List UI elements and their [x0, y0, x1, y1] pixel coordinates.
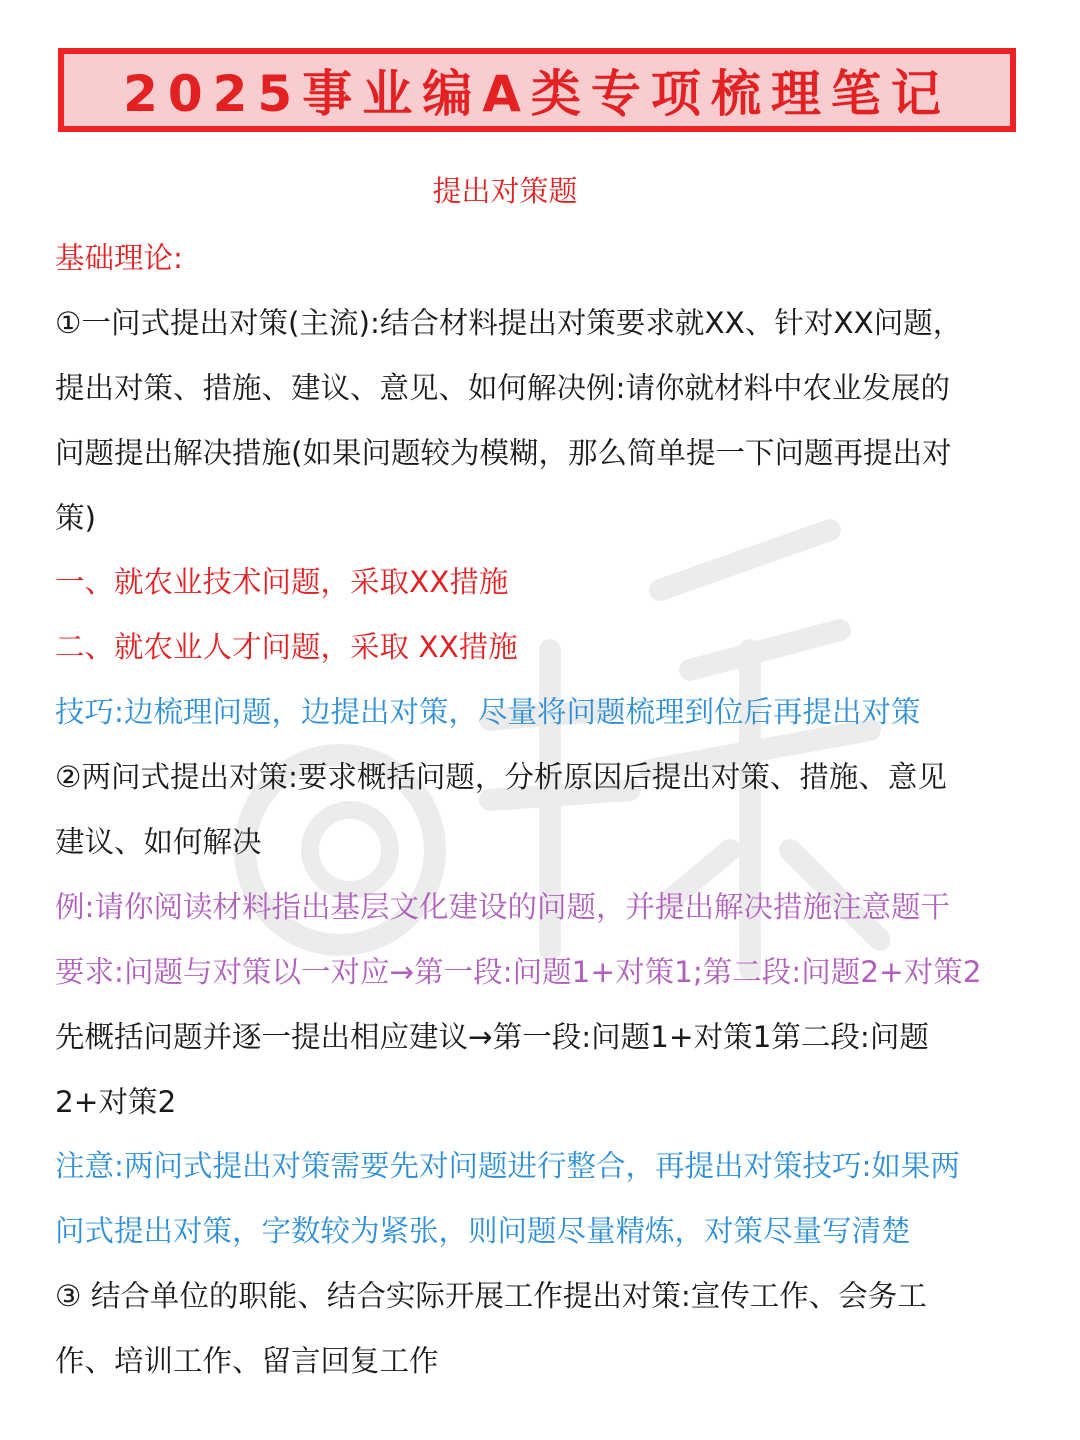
text-line: 提出对策、措施、建议、意见、如何解决例:请你就材料中农业发展的	[55, 370, 950, 405]
text-line: 策)	[55, 500, 97, 535]
text-line: 二、就农业人才问题，采取 XX措施	[55, 630, 518, 665]
text-line: 注意:两问式提出对策需要先对问题进行整合，再提出对策技巧:如果两	[55, 1149, 960, 1184]
text-line: 先概括问题并逐一提出相应建议→第一段:问题1+对策1第二段:问题	[55, 1019, 929, 1054]
text-line: 建议、如何解决	[55, 825, 262, 860]
text-line: 基础理论:	[55, 241, 183, 275]
text-line: ②两问式提出对策:要求概括问题，分析原因后提出对策、措施、意见	[55, 760, 947, 795]
text-line: 问题提出解决措施(如果问题较为模糊，那么简单提一下问题再提出对	[55, 435, 952, 470]
page-title: 2025事业编A类专项梳理笔记	[123, 65, 951, 123]
text-line: 要求:问题与对策以一对应→第一段:问题1+对策1;第二段:问题2+对策2	[55, 954, 982, 989]
section-title: 提出对策题	[432, 174, 578, 208]
text-line: 作、培训工作、留言回复工作	[55, 1344, 439, 1379]
text-line: 问式提出对策，字数较为紧张，则问题尽量精炼，对策尽量写清楚	[55, 1214, 911, 1249]
title-banner	[58, 48, 1016, 132]
text-line: 例:请你阅读材料指出基层文化建设的问题，并提出解决措施注意题干	[55, 889, 950, 924]
text-line: ①一问式提出对策(主流):结合材料提出对策要求就XX、针对XX问题，	[55, 305, 963, 340]
text-line: 2+对策2	[55, 1084, 177, 1119]
text-line: 技巧:边梳理问题，边提出对策，尽量将问题梳理到位后再提出对策	[55, 695, 921, 730]
text-line: ③ 结合单位的职能、结合实际开展工作提出对策:宣传工作、会务工	[55, 1279, 927, 1314]
text-line: 一、就农业技术问题，采取XX措施	[55, 565, 509, 600]
note-body	[55, 226, 1030, 1394]
